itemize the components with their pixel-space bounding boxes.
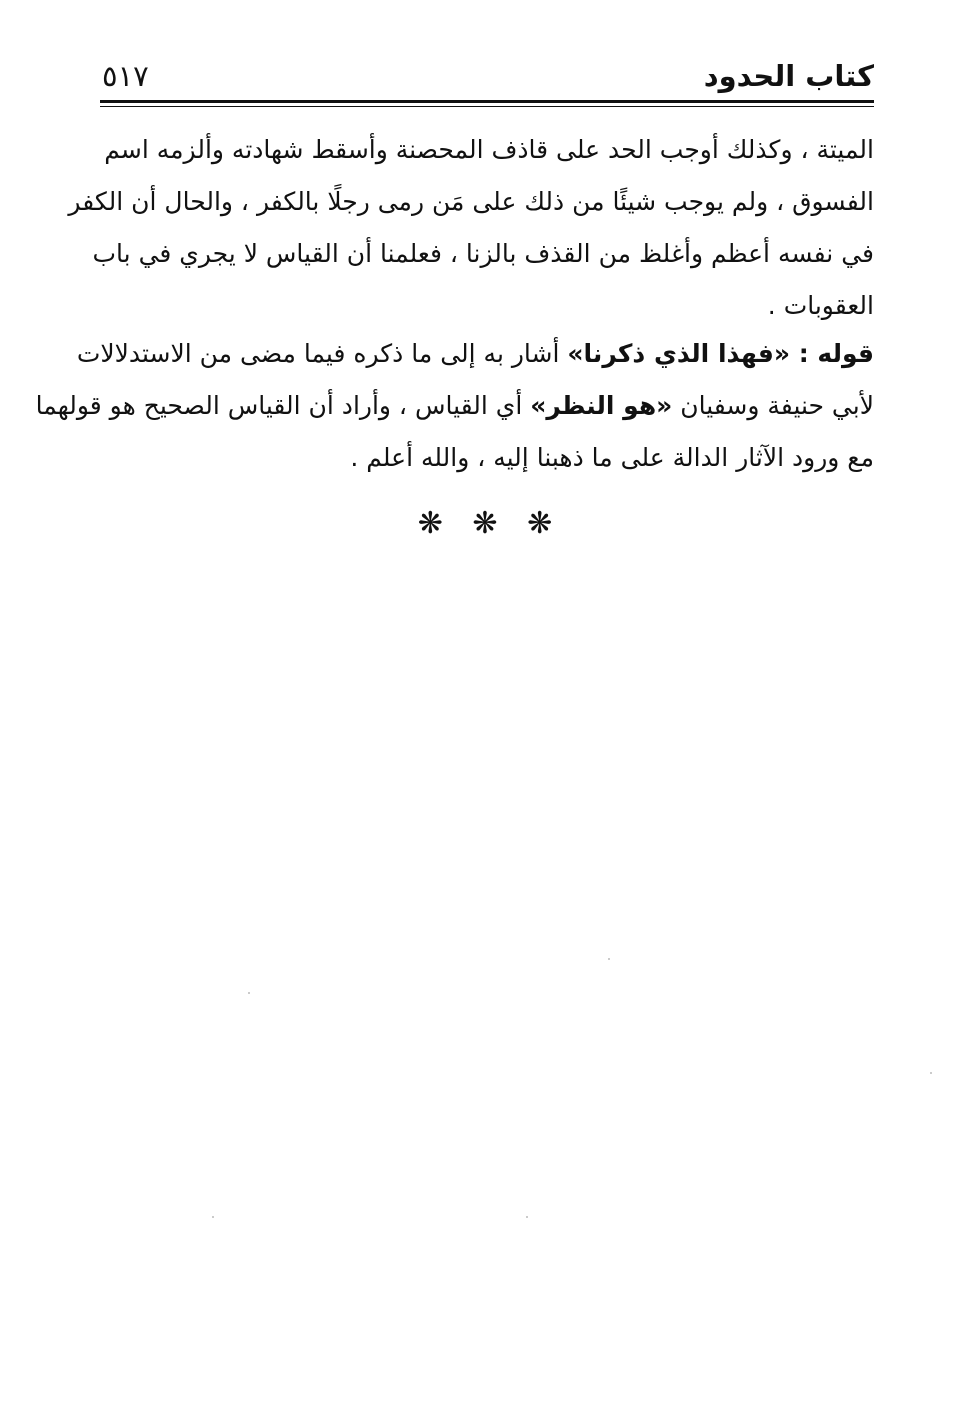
paragraph-1 [68, 124, 874, 332]
paragraph-1-line-2: الفسوق ، ولم يوجب شيئًا من ذلك على مَن رمى رجلًا بالكفر ، والحال أن الكفر [68, 187, 874, 216]
scan-speck [526, 1216, 528, 1218]
quoted-phrase-1: «فهذا الذي ذكرنا» [567, 339, 790, 368]
paragraph-2-line-2-text: أي القياس ، وأراد أن القياس الصحيح هو قولهما [35, 391, 531, 420]
paragraph-2-line-2 [35, 380, 874, 432]
paragraph-2-line-2-start: لأبي حنيفة وسفيان [672, 391, 874, 420]
scan-speck [930, 1072, 932, 1074]
quoted-phrase-2: «هو النظر» [530, 391, 673, 420]
paragraph-1-line-1: الميتة ، وكذلك أوجب الحد على قاذف المحصنة وأسقط شهادته وألزمه اسم [104, 135, 874, 164]
paragraph-2-line-1-text: أشار به إلى ما ذكره فيما مضى من الاستدلالات [76, 339, 568, 368]
paragraph-2 [35, 328, 874, 484]
header-rule-thick [100, 100, 874, 103]
paragraph-2-line-3: مع ورود الآثار الدالة على ما ذهبنا إليه ، والله أعلم . [350, 443, 874, 472]
paragraph-2-line-1 [76, 328, 874, 380]
commentary-lead: قوله : [790, 339, 874, 368]
paragraph-1-line-4: العقوبات . [767, 291, 874, 320]
section-separator: ❋ ❋ ❋ [417, 506, 563, 541]
paragraph-1-line-3: في نفسه أعظم وأغلظ من القذف بالزنا ، فعلمنا أن القياس لا يجري في باب [92, 239, 874, 268]
page-number: ٥١٧ [102, 59, 149, 93]
scan-speck [608, 958, 610, 960]
scan-speck [248, 992, 250, 994]
scan-speck [212, 1216, 214, 1218]
page-header [100, 56, 874, 98]
running-title: كتاب الحدود [703, 59, 874, 93]
header-rule-thin [100, 106, 874, 107]
